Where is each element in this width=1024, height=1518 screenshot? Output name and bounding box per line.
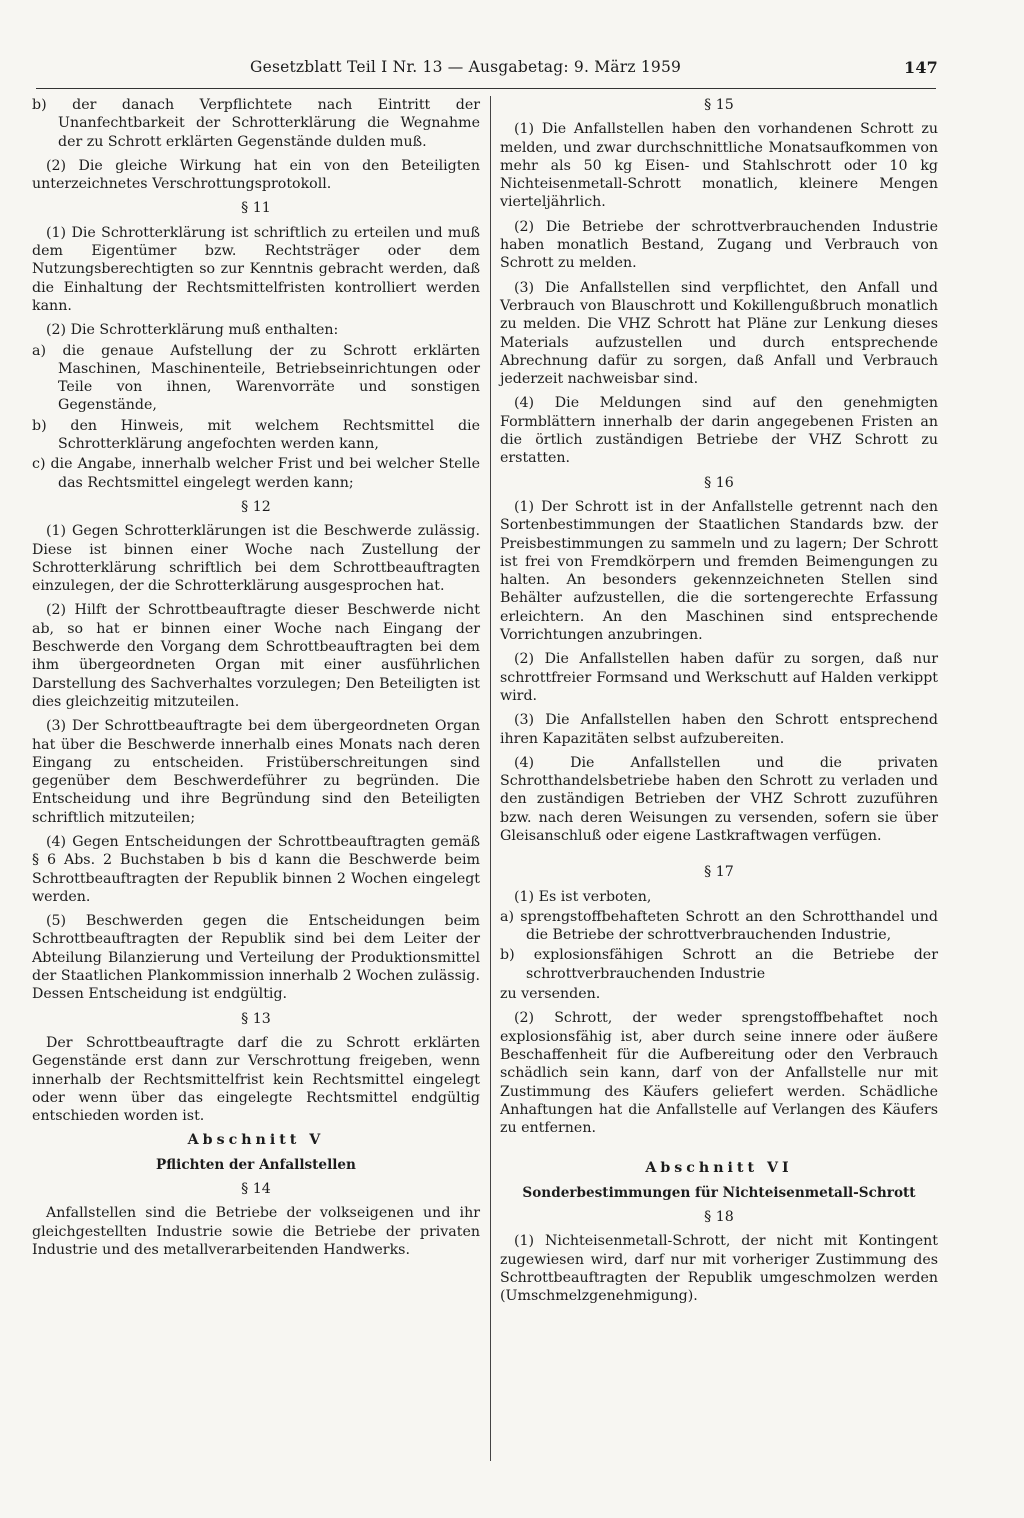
paragraph-17-1-b: b) explosionsfähigen Schrott an die Betriebe der schrottverbrauchenden Industrie bbox=[500, 947, 938, 982]
paragraph-12-2: (2) Hilft der Schrottbeauftragte dieser Beschwerde nicht ab, so hat er binnen einer Woche nach Eingang der Beschwerde den Vorgang dem Schrottbeauftragten bei dem ihm übergeordneten Organ mit einer ausführlichen Darstellung des Sachverhaltes vorzulegen; Den Beteiligten ist dies gleichzeitig mitzuteilen. bbox=[32, 602, 480, 710]
paragraph-15-3: (3) Die Anfallstellen sind verpflichtet, den Anfall und Verbrauch von Blauschrott und Kokillengußbruch monatlich zu melden. Die VHZ Schrott hat Pläne zur Lenkung dieses Materials aufzustellen und durch entsprechende Abrechnung dafür zu sorgen, daß Anfall und Verbrauch jederzeit nachweisbar sind. bbox=[500, 279, 938, 388]
paragraph-10-2: (2) Die gleiche Wirkung hat ein von den Beteiligten unterzeichnetes Verschrottungsprotokoll. bbox=[32, 157, 480, 193]
paragraph-12-4: (4) Gegen Entscheidungen der Schrottbeauftragten gemäß § 6 Abs. 2 Buchstaben b bis d kann die Beschwerde beim Schrottbeauftragten der Republik binnen 2 Wochen eingelegt werden. bbox=[32, 833, 480, 905]
paragraph-14: Anfallstellen sind die Betriebe der volkseigenen und ihr gleichgestellten Industrie sowie die Betriebe der privaten Industrie und des metallverarbeitenden Handwerks. bbox=[32, 1205, 480, 1258]
section-11-heading: § 11 bbox=[241, 200, 271, 217]
paragraph-16-2: (2) Die Anfallstellen haben dafür zu sorgen, daß nur schrottfreier Formsand und Werkschutt auf Halden verkippt wird. bbox=[500, 651, 938, 704]
right-column bbox=[500, 96, 938, 1312]
section-12-heading: § 12 bbox=[241, 498, 271, 515]
abschnitt-5-title: Pflichten der Anfallstellen bbox=[156, 1156, 356, 1173]
paragraph-17-1: (1) Es ist verboten, bbox=[514, 888, 652, 905]
section-16-heading: § 16 bbox=[704, 474, 734, 491]
abschnitt-6-heading: Abschnitt VI bbox=[645, 1160, 793, 1177]
paragraph-16-1: (1) Der Schrott ist in der Anfallstelle getrennt nach den Sortenbestimmungen der Staatlichen Standards bzw. der Preisbestimmungen zu sammeln und zu lagern; Der Schrott ist frei von Fremdkörpern und fremden Beimengungen zu halten. An besonders gekennzeichneten Stellen sind Behälter aufzustellen, die die sortengerechte Erfassung erleichtern. An den Maschinen sind entsprechende Vorrichtungen anzubringen. bbox=[500, 498, 938, 644]
paragraph-15-2: (2) Die Betriebe der schrottverbrauchenden Industrie haben monatlich Bestand, Zugang und Verbrauch von Schrott zu melden. bbox=[500, 218, 938, 272]
section-15-heading: § 15 bbox=[704, 97, 734, 113]
paragraph-11-2-b: b) den Hinweis, mit welchem Rechtsmittel die Schrotterklärung angefochten werden kann, bbox=[32, 417, 480, 453]
left-column bbox=[32, 96, 480, 1265]
section-14-heading: § 14 bbox=[241, 1181, 271, 1198]
paragraph-18-1: (1) Nichteisenmetall-Schrott, der nicht mit Kontingent zugewiesen wird, darf nur mit vorheriger Zustimmung des Schrottbeauftragten der Republik umgeschmolzen werden (Umschmelzgenehmigung). bbox=[500, 1233, 938, 1305]
header-rule bbox=[36, 88, 936, 89]
column-separator bbox=[490, 96, 491, 1461]
section-13-heading: § 13 bbox=[241, 1010, 271, 1027]
paragraph-11-1: (1) Die Schrotterklärung ist schriftlich zu erteilen und muß dem Eigentümer bzw. Rechtsträger oder dem Nutzungsberechtigten so zur Kenntnis gebracht werden, daß die Einhaltung der Rechtsmittelfristen kontrolliert werden kann. bbox=[32, 224, 480, 314]
page-header bbox=[250, 58, 938, 88]
paragraph-16-4: (4) Die Anfallstellen und die privaten Schrotthandelsbetriebe haben den Schrott zu verladen und den zuständigen Betrieben der VHZ Schrott zuzuführen bzw. nach deren Weisungen zu versenden, sofern sie über Gleisanschluß oder eigene Lastkraftwagen verfügen. bbox=[500, 754, 938, 844]
paragraph-17-2: (2) Schrott, der weder sprengstoffbehaftet noch explosionsfähig ist, aber durch seine innere oder äußere Beschaffenheit für die Aufbereitung oder den Verbrauch schädlich sein kann, darf von der Anfallstelle nur mit Zustimmung des Käufers geliefert werden. Schädliche Anhaftungen hat die Anfallstelle auf Verlangen des Käufers zu entfernen. bbox=[500, 1010, 938, 1137]
gazette-title: Gesetzblatt Teil I Nr. 13 — Ausgabetag: 9. März 1959 bbox=[250, 58, 682, 76]
paragraph-13: Der Schrottbeauftragte darf die zu Schrott erklärten Gegenstände erst dann zur Verschrottung freigeben, wenn innerhalb der Rechtsmittelfrist kein Rechtsmittel eingelegt oder wenn über das eingelegte Rechtsmittel endgültig entschieden worden ist. bbox=[32, 1034, 480, 1125]
paragraph-12-5: (5) Beschwerden gegen die Entscheidungen beim Schrottbeauftragten der Republik sind bei dem Leiter der Abteilung Bilanzierung und Verteilung der Produktionsmittel der Staatlichen Plankommission innerhalb 2 Wochen zulässig. Dessen Entscheidung ist endgültig. bbox=[32, 913, 480, 1003]
abschnitt-6-title: Sonderbestimmungen für Nichteisenmetall-Schrott bbox=[522, 1184, 916, 1201]
paragraph-17-1-a: a) sprengstoffbehafteten Schrott an den Schrotthandel und die Betriebe der schrottverbrauchenden Industrie, bbox=[500, 908, 938, 944]
paragraph-15-4: (4) Die Meldungen sind auf den genehmigten Formblättern innerhalb der darin angegebenen Fristen an die örtlich zuständigen Betriebe der VHZ Schrott zu erstatten. bbox=[500, 395, 938, 467]
section-18-heading: § 18 bbox=[704, 1209, 734, 1226]
section-17-heading: § 17 bbox=[704, 864, 734, 881]
paragraph-10-1-b: b) der danach Verpflichtete nach Eintritt der Unanfechtbarkeit der Schrotterklärung die Wegnahme der zu Schrott erklärten Gegenstände dulden muß. bbox=[32, 97, 480, 150]
abschnitt-5-heading: Abschnitt V bbox=[187, 1132, 325, 1149]
paragraph-11-2-c: c) die Angabe, innerhalb welcher Frist und bei welcher Stelle das Rechtsmittel eingelegt werden kann; bbox=[32, 456, 480, 491]
page-number: 147 bbox=[904, 58, 938, 77]
paragraph-11-2: (2) Die Schrotterklärung muß enthalten: bbox=[46, 322, 339, 339]
paragraph-17-1-end: zu versenden. bbox=[500, 986, 601, 1003]
paragraph-16-3: (3) Die Anfallstellen haben den Schrott entsprechend ihren Kapazitäten selbst aufzubereiten. bbox=[500, 712, 938, 747]
paragraph-15-1: (1) Die Anfallstellen haben den vorhandenen Schrott zu melden, und zwar durchschnittliche Monatsaufkommen von mehr als 50 kg Eisen- und Stahlschrott oder 10 kg Nichteisenmetall-Schrott monatlich, kleinere Mengen vierteljährlich. bbox=[500, 121, 938, 211]
paragraph-12-1: (1) Gegen Schrotterklärungen ist die Beschwerde zulässig. Diese ist binnen einer Woche nach Zustellung der Schrotterklärung schriftlich bei dem Schrottbeauftragten einzulegen, der die Schrotterklärung ausgesprochen hat. bbox=[32, 523, 480, 595]
paragraph-12-3: (3) Der Schrottbeauftragte bei dem übergeordneten Organ hat über die Beschwerde innerhalb eines Monats nach deren Eingang zu entscheiden. Fristüberschreitungen sind gegenüber dem Beschwerdeführer zu begründen. Die Entscheidung und ihre Begründung sind den Beteiligten schriftlich mitzuteilen; bbox=[32, 718, 480, 826]
paragraph-11-2-a: a) die genaue Aufstellung der zu Schrott erklärten Maschinen, Maschinenteile, Betriebseinrichtungen oder Teile von ihnen, Warenvorräte und sonstigen Gegenstände, bbox=[32, 342, 480, 414]
